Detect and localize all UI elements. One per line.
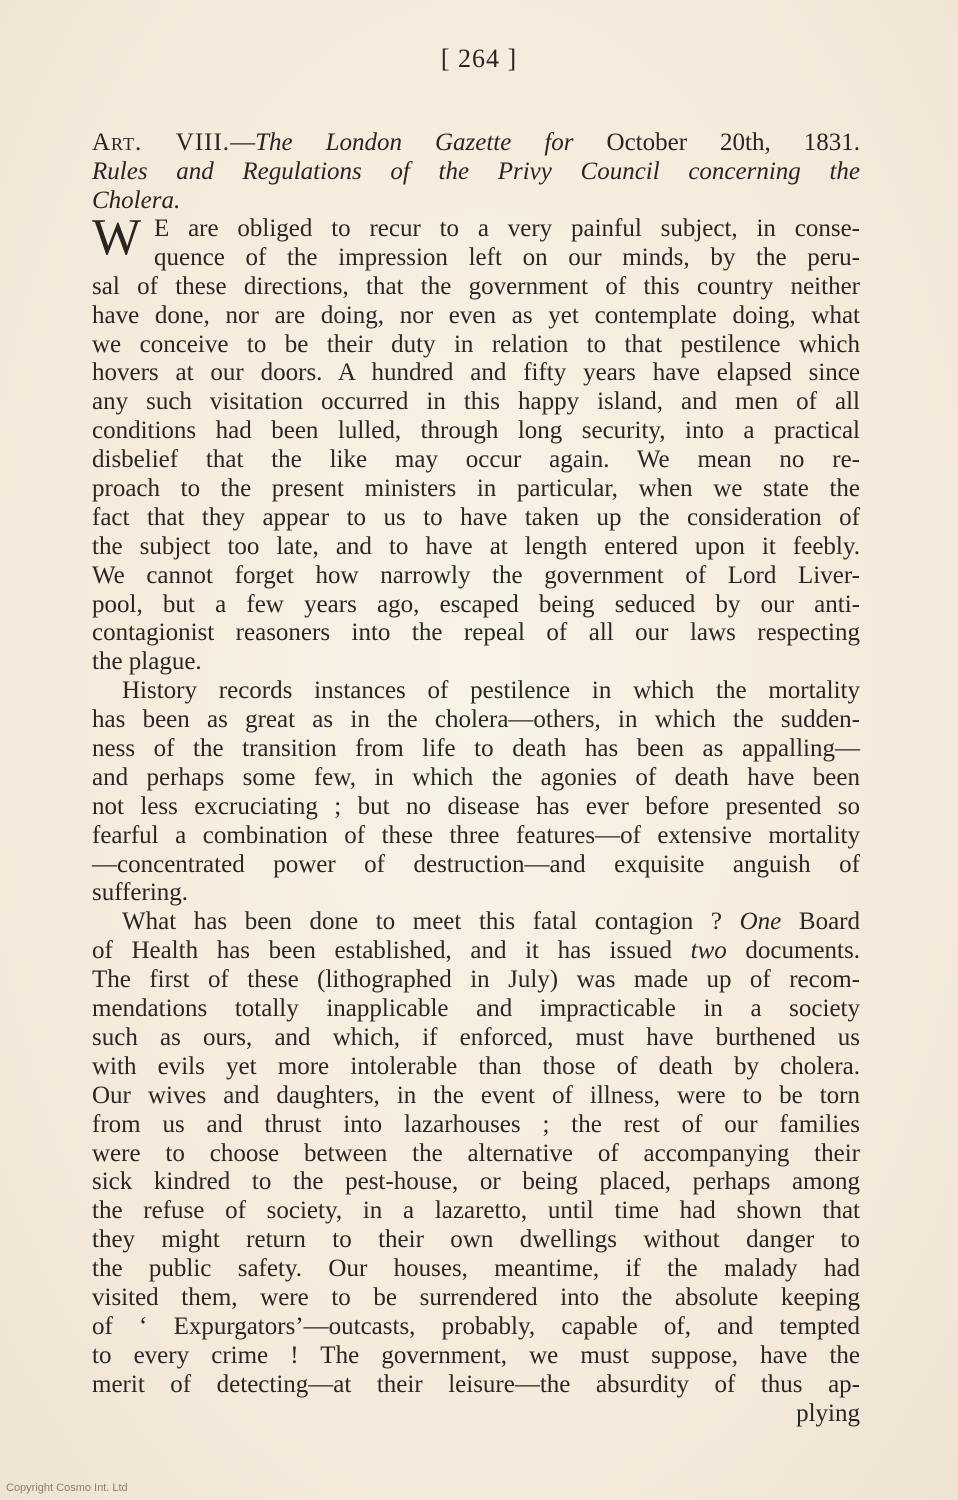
text-line: of ‘ Expurgators’—outcasts, probably, capable of, and tempted: [92, 1312, 860, 1340]
copyright-watermark: Copyright Cosmo Int. Ltd: [6, 1482, 128, 1494]
text-line: with evils yet more intolerable than those of death by cholera.: [92, 1052, 860, 1080]
text-line: Our wives and daughters, in the event of illness, were to be torn: [92, 1081, 860, 1109]
heading-line-3: Cholera.: [92, 187, 181, 214]
text-fragment: documents.: [726, 937, 860, 965]
catchword: plying: [796, 1399, 860, 1427]
text-line: were to choose between the alternative of accompanying their: [92, 1139, 860, 1167]
text-line: proach to the present ministers in particular, when we state the: [92, 475, 860, 503]
text-fragment: of Health has been established, and it has issued: [92, 937, 691, 965]
heading-dash: —: [230, 129, 256, 156]
text-fragment: What has been done to meet this fatal contagion ?: [122, 908, 740, 936]
text-line: visited them, were to be surrendered into the absolute keeping: [92, 1283, 860, 1311]
text-line: hovers at our doors. A hundred and fifty years have elapsed since: [92, 359, 860, 387]
text-line: such as ours, and which, if enforced, must have burthened us: [92, 1023, 860, 1051]
emphasis-one: One: [739, 908, 782, 936]
text-line: mendations totally inapplicable and impracticable in a society: [92, 995, 860, 1023]
text-line: fact that they appear to us to have taken up the consideration of: [92, 503, 860, 531]
emphasis-two: two: [690, 937, 727, 965]
text-line: The first of these (lithographed in July) was made up of recom-: [92, 966, 860, 994]
text-line: [92, 908, 860, 937]
text-line: —concentrated power of destruction—and exquisite anguish of: [92, 850, 860, 878]
text-line: and perhaps some few, in which the agonies of death have been: [92, 763, 860, 791]
heading-line-2: Rules and Regulations of the Privy Council concerning the: [92, 158, 860, 185]
text-line: fearful a combination of these three features—of extensive mortality: [92, 821, 860, 849]
gazette-title: The London Gazette for: [255, 129, 574, 156]
text-line: [92, 937, 860, 966]
text-line: We cannot forget how narrowly the government of Lord Liver-: [92, 561, 860, 589]
article-heading: [92, 128, 860, 215]
text-line: merit of detecting—at their leisure—the absurdity of thus ap-: [92, 1370, 860, 1398]
text-line: to every crime ! The government, we must suppose, have the: [92, 1341, 860, 1369]
text-line: disbelief that the like may occur again. We mean no re-: [92, 446, 860, 474]
text-line: any such visitation occurred in this happy island, and men of all: [92, 388, 860, 416]
article-label: Art. VIII.: [92, 129, 231, 156]
text-line: suffering.: [92, 879, 189, 907]
page-number-header: [0, 44, 958, 74]
gazette-date: October 20th, 1831.: [573, 129, 860, 156]
text-line: History records instances of pestilence in which the mortality: [122, 677, 860, 705]
text-line: E are obliged to recur to a very painful subject, in conse-: [154, 215, 860, 242]
text-line: conditions had been lulled, through long security, into a practical: [92, 417, 860, 445]
text-line: the plague.: [92, 648, 202, 676]
text-line: they might return to their own dwellings without danger to: [92, 1226, 860, 1254]
text-line: contagionist reasoners into the repeal of all our laws respecting: [92, 619, 860, 647]
text-line: we conceive to be their duty in relation to that pestilence which: [92, 330, 860, 358]
text-line: from us and thrust into lazarhouses ; the rest of our families: [92, 1110, 860, 1138]
text-line: the subject too late, and to have at length entered upon it feebly.: [92, 532, 860, 560]
text-line: has been as great as in the cholera—others, in which the sudden-: [92, 706, 860, 734]
text-line: have done, nor are doing, nor even as yet contemplate doing, what: [92, 301, 860, 329]
heading-line-1: [92, 128, 860, 157]
text-line: the refuse of society, in a lazaretto, until time had shown that: [92, 1197, 860, 1225]
page-number: [ 264 ]: [440, 44, 518, 73]
text-line: pool, but a few years ago, escaped being seduced by our anti-: [92, 590, 860, 618]
text-fragment: Board: [781, 908, 860, 936]
text-line: ness of the transition from life to death has been as appalling—: [92, 735, 860, 763]
text-line: quence of the impression left on our minds, by the peru-: [154, 243, 860, 271]
drop-cap: W: [92, 209, 142, 266]
text-line: not less excruciating ; but no disease has ever before presented so: [92, 792, 860, 820]
text-line: the public safety. Our houses, meantime, if the malady had: [92, 1255, 860, 1283]
article-body: [92, 215, 860, 1428]
text-line: sal of these directions, that the government of this country neither: [92, 272, 860, 300]
text-line: sick kindred to the pest-house, or being placed, perhaps among: [92, 1168, 860, 1196]
